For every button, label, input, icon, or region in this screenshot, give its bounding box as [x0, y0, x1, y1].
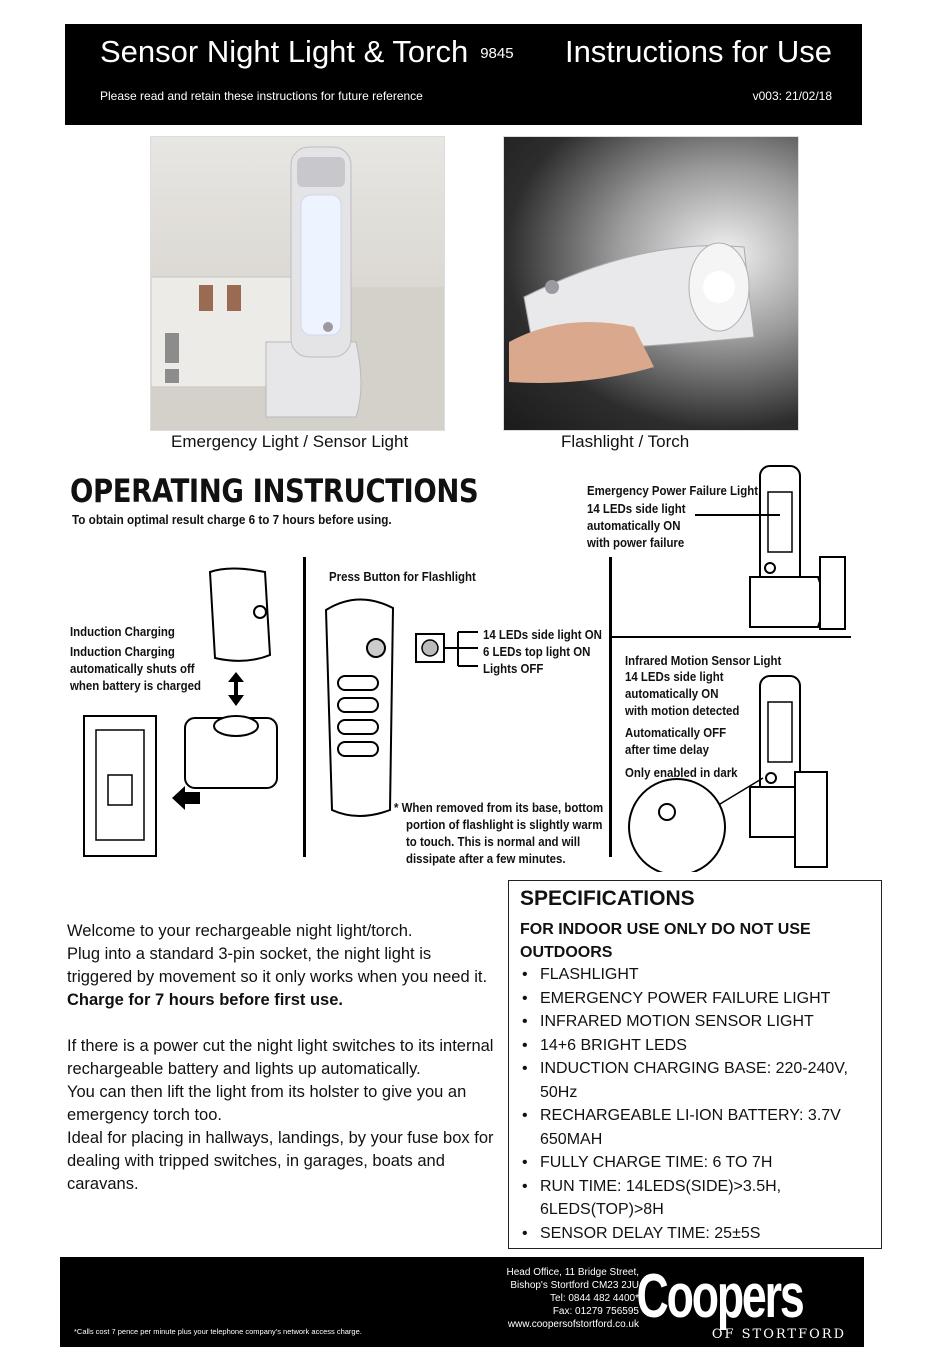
- infrared-line-3: with motion detected: [625, 703, 740, 718]
- warm-note-line-1: * When removed from its base, bottom: [394, 800, 604, 815]
- button-state-3: Lights OFF: [483, 661, 544, 676]
- infrared-line-1: 14 LEDs side light: [625, 669, 724, 684]
- warm-note-line-4: dissipate after a few minutes.: [406, 851, 566, 866]
- warm-note-line-3: to touch. This is normal and will: [406, 834, 581, 849]
- indoor-warning: FOR INDOOR USE ONLY DO NOT USE OUTDOORS: [520, 921, 811, 961]
- photo-caption-right: Flashlight / Torch: [561, 432, 690, 451]
- operating-instructions-subtitle: To obtain optimal result charge 6 to 7 hours before using.: [72, 512, 392, 527]
- specifications-title: SPECIFICATIONS: [520, 887, 695, 910]
- divider-right: [609, 557, 612, 857]
- retain-notice: Please read and retain these instructions for future reference: [100, 89, 423, 103]
- emergency-line-1: 14 LEDs side light: [587, 501, 686, 516]
- spec-item: • RUN TIME: 14LEDS(SIDE)>3.5H, 6LEDS(TOP)>8H: [520, 1175, 870, 1222]
- welcome-paragraph-2: Plug into a standard 3-pin socket, the night light is triggered by movement so it only works when you need it.: [67, 945, 488, 986]
- photo-caption-left: Emergency Light / Sensor Light: [171, 432, 409, 451]
- head-office-address: [507, 1266, 639, 1331]
- spec-item: • 14+6 BRIGHT LEDS: [520, 1034, 870, 1058]
- specifications-box: [508, 880, 882, 1249]
- model-number: 9845: [480, 45, 514, 63]
- coopers-logo-subtitle: OF STORTFORD: [711, 1327, 846, 1342]
- auto-off-line-2: after time delay: [625, 742, 709, 757]
- flashlight-photo: [503, 136, 799, 431]
- coopers-logo: Coopers: [636, 1262, 802, 1331]
- auto-off-line-1: Automatically OFF: [625, 725, 727, 740]
- induction-label: Induction Charging: [70, 624, 175, 639]
- flashlight-button-drawing: [318, 590, 488, 830]
- infrared-line-2: automatically ON: [625, 686, 719, 701]
- charge-instruction: Charge for 7 hours before first use.: [67, 991, 343, 1009]
- address-line: Bishop's Stortford CM23 2JU: [510, 1280, 639, 1291]
- spec-item: • INDUCTION CHARGING BASE: 220-240V, 50Hz: [520, 1057, 870, 1104]
- emergency-pointer: [695, 514, 780, 516]
- fax-line: Fax: 01279 756595: [552, 1306, 639, 1317]
- divider-horizontal: [611, 636, 851, 638]
- welcome-text: [67, 920, 497, 1196]
- website-link[interactable]: www.coopersofstortford.co.uk: [507, 1319, 639, 1330]
- address-line: Head Office, 11 Bridge Street,: [506, 1267, 639, 1278]
- version-label: v003: 21/02/18: [752, 89, 832, 103]
- instructions-heading: Instructions for Use: [564, 34, 832, 69]
- operating-instructions-title: OPERATING INSTRUCTIONS: [70, 472, 479, 510]
- footer-bar: [60, 1257, 864, 1347]
- warm-note-line-2: portion of flashlight is slightly warm: [406, 817, 603, 832]
- sensor-light-photo: [150, 136, 445, 431]
- button-state-2: 6 LEDs top light ON: [483, 644, 591, 659]
- induction-line-2: automatically shuts off: [70, 661, 195, 676]
- emergency-line-3: with power failure: [587, 535, 685, 550]
- spec-item: • SENSOR DELAY TIME: 25±5S: [520, 1222, 870, 1246]
- document-title: Sensor Night Light & Torch 9845: [100, 34, 514, 69]
- phone-line: Tel: 0844 482 4400*: [550, 1293, 639, 1304]
- emergency-label: Emergency Power Failure Light: [587, 483, 759, 498]
- button-state-1: 14 LEDs side light ON: [483, 627, 602, 642]
- welcome-paragraph-6: Ideal for placing in hallways, landings, by your fuse box for dealing with tripped switches, in garages, boats and caravans.: [67, 1129, 494, 1193]
- induction-charging-drawing: [60, 560, 310, 860]
- induction-line-1: Induction Charging: [70, 644, 175, 659]
- spec-item: • FULLY CHARGE TIME: 6 TO 7H: [520, 1151, 870, 1175]
- welcome-paragraph-5: You can then lift the light from its holster to give you an emergency torch too.: [67, 1083, 467, 1124]
- spec-item: • EMERGENCY POWER FAILURE LIGHT: [520, 987, 870, 1011]
- welcome-paragraph-4: If there is a power cut the night light switches to its internal rechargeable battery and lights up automatically.: [67, 1037, 494, 1078]
- spec-item: • FLASHLIGHT: [520, 963, 870, 987]
- header-bar: [65, 24, 862, 125]
- dark-only-note: Only enabled in dark: [625, 765, 738, 780]
- press-button-label: Press Button for Flashlight: [329, 569, 476, 584]
- specifications-list: [520, 963, 870, 1245]
- spec-item: • INFRARED MOTION SENSOR LIGHT: [520, 1010, 870, 1034]
- emergency-line-2: automatically ON: [587, 518, 681, 533]
- induction-line-3: when battery is charged: [70, 678, 201, 693]
- call-charge-note: *Calls cost 7 pence per minute plus your telephone company's network access charge.: [74, 1327, 362, 1336]
- welcome-paragraph-1: Welcome to your rechargeable night light/torch.: [67, 922, 413, 940]
- spec-item: • RECHARGEABLE LI-ION BATTERY: 3.7V 650MAH: [520, 1104, 870, 1151]
- infrared-label: Infrared Motion Sensor Light: [625, 653, 782, 668]
